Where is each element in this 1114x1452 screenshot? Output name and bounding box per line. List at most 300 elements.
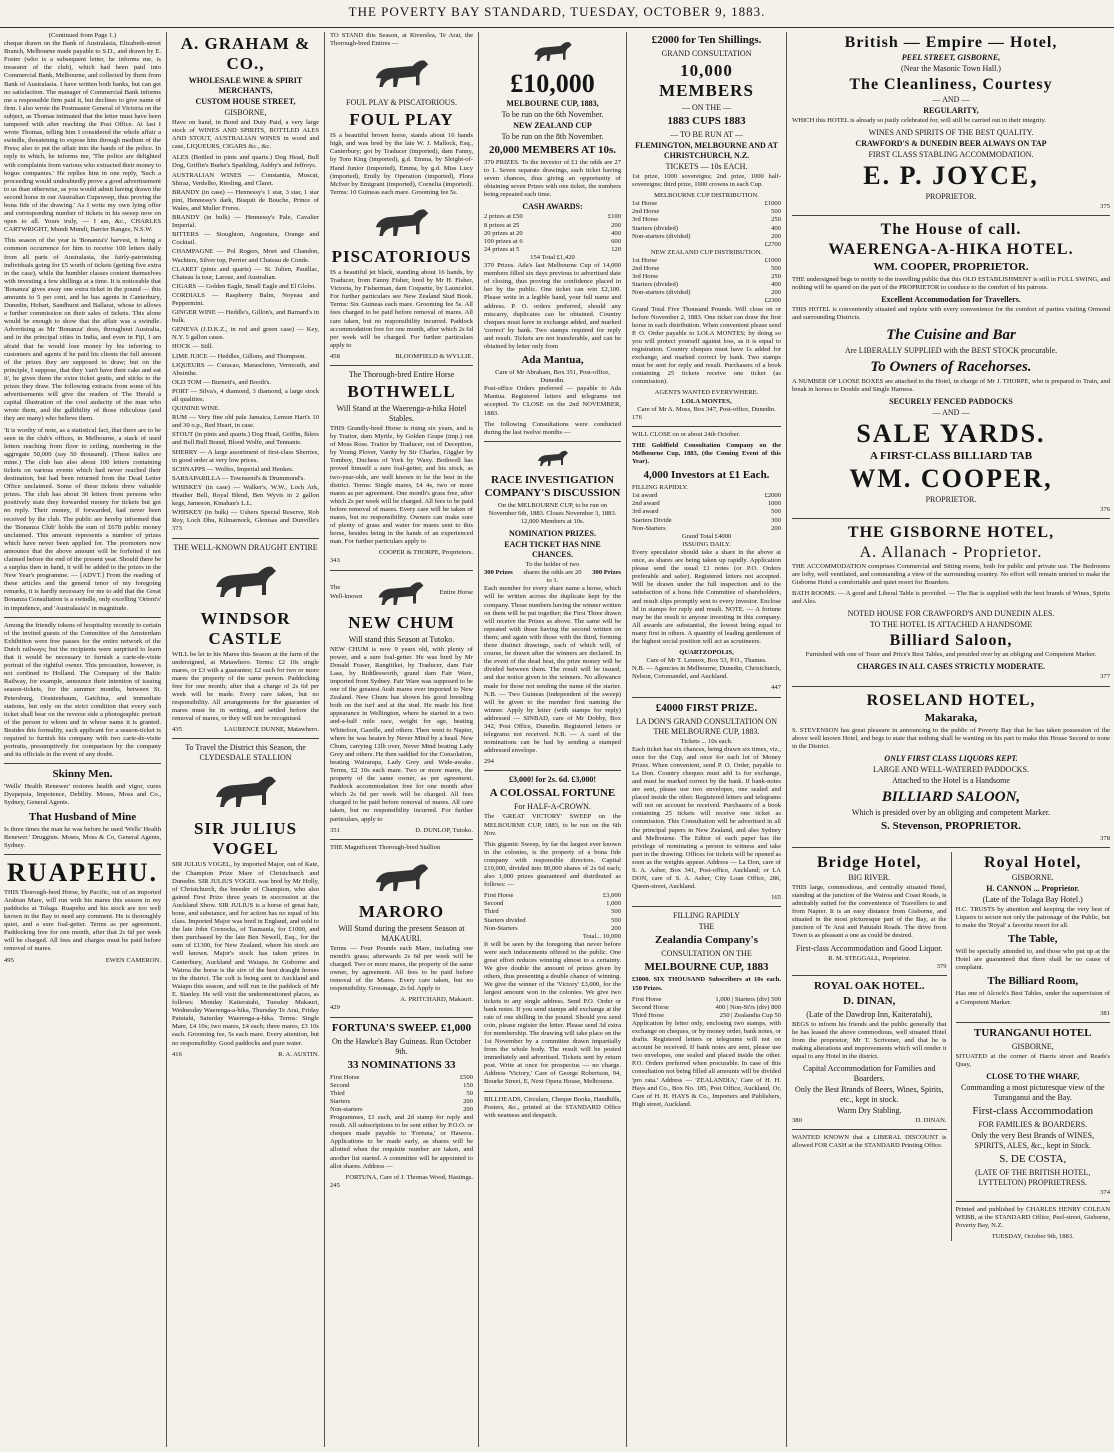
table-cell-label: 2nd Horse <box>632 208 660 216</box>
table-cell-label: Starters divided <box>484 916 526 924</box>
ad-text: THIS large, commodious, and centrally situated Hotel, standing at the junction of the Wairoa and Coast Roads, is admirably suited for the convenience of Travellers to and from Napier. It is an easy distance from Gisborne, and situated in the most picturesque part of the Bay, at the junction of Te Arai and Patutahi Roads. The drive from Town is as pleasant a one as could be desired. <box>792 883 947 940</box>
wine-list <box>172 154 319 533</box>
ad-subheading: FLEMINGTON, MELBOURNE AND AT CHRISTCHURCH, N.Z. <box>635 141 778 160</box>
table-cell-value: 200 <box>771 232 781 240</box>
ad-heading: The House of call. <box>880 221 1022 239</box>
table-row <box>632 257 781 265</box>
article-text: This season of the year is 'Bonanza's' harvest, it being a common occurrence for him to receive 100 letters daily from all parts of Australasia, the fairly-patronising individuals going for £5 worth of tickets (getting five extra in the case), while the humbler classes content themselves with investing a few shillings at a time. It is noticeable that 'Bonanza' gives away one extra ticket in the pound — this amounts to 5 per cent, and he has agents in Canterbury, Dunedin, Hobart, Sandhurst and Ballarat, whose to allows a further commission on their sales of tickets. This alone would be enough to show that the affair was a swindle. Advertising as Mr 'Bonanza' does, throughout Australia, and in the principal cities in India, and even in Fiji, I am afraid that he would lose money by his inferring to customers and agents if he paid his clients the full amount of the prizes they are supposed to draw; but on the principle, I suppose, that they 'can't have their cake and eat it', he gives them the extra ticket gratis, and sticks to the prizes they draw. The following extracts from some of his advertisements will give the readers of The Herald a capital illustration of the cool audacity of the man who wrote them, and the gullibility of those ridiculous (and they are many) who believe them. <box>4 237 161 423</box>
ad-heading: British — Empire — Hotel, <box>844 34 1058 51</box>
ad-heading: 10,000 MEMBERS <box>659 61 754 100</box>
ad-subheading: GISBORNE, <box>1011 1041 1054 1051</box>
table-cell-value: 500 <box>611 916 621 924</box>
ad-heading: The Table, <box>1007 933 1058 946</box>
table-cell-value: 400 <box>611 229 621 237</box>
ad-heading: A FIRST-CLASS BILLIARD TAB <box>869 449 1033 462</box>
ad-total: Grand Total £4000 <box>681 532 732 540</box>
ad-ref: 375 <box>1100 203 1110 211</box>
horse-illustration <box>518 36 588 66</box>
ad-subheading: PROPRIETOR. <box>925 494 977 504</box>
ad-text: IS a beautiful brown horse, stands about 16 hands high, and was bred by the late W. J. Mallock, Esq., Canterbury; got by Traducer (imported), dam Fanny, by Tom King (imported), g.d. Emma, by Sleight-of-Hand Junior (imported), Emma, by g.d. Miss Lucy (imported), Emily by Operation (imported), Flora McIver by Emigrant (imported), Cornelia (imported). Terms: 10 Guineas each mare. Grooming fee 5s. <box>330 132 473 196</box>
table-row <box>484 917 621 925</box>
ad-total: Total... 10,000 <box>582 932 621 940</box>
table-cell-value: 400 <box>771 281 781 289</box>
imprint-text: Printed and published by CHARLES HENRY COLEAN WEBB, at the STANDARD Office, Peel-street, Gisborne, Poverty Bay, N.Z. <box>955 1206 1110 1230</box>
ad-subheading: CONSULTATION ON THE <box>661 949 752 959</box>
ad-subheading: MELBOURNE CUP DISTRIBUTION. <box>654 192 759 200</box>
article-text: Among the friendly tokens of hospitality recently to certain of the invited guests of the Committee of the Amsterdam Exhibition were free passes for the entire network of the Dutch railways; but the recipients were surprised to learn that it would be necessary to furnish a carte-de-visite portrait of the rightful owner. This precaution, however, is not confined to Holland. The Company of the Baltic Railway, for example, announce their intention of issuing season-tickets, for the summer months, between St. Petersburg, Oranienbaum, Gatchina, and immediate stations, but only on the strict condition that every such ticket shall bear on the reverse side a photographic portrait of the person to whom and in whose name it is granted. Besides this formality, each applicant for a season-ticket is required to furnish his company with two carte-de-visite portraits, presumptively for comparison by the company and its officials in the event of any doubt. <box>4 621 161 759</box>
ad-heading: 20,000 MEMBERS AT 10s. <box>488 144 617 156</box>
column-divider <box>478 32 479 1447</box>
ad-text: BATH ROOMS. — A good and Liberal Table is provided. — The Bar is supplied with the best brands of Wines, Spirits and Ales. <box>792 590 1110 606</box>
ad-subheading: SECURELY FENCED PADDOCKS <box>889 396 1013 406</box>
ad-heading: FORTUNA'S SWEEP. £1,000 <box>331 1021 472 1034</box>
ad-subheading: (Late of the Tolaga Bay Hotel.) <box>982 894 1083 904</box>
table-cell-value: 500 <box>611 908 621 916</box>
column-divider <box>166 32 167 1447</box>
table-row <box>632 508 781 516</box>
ad-text: THE Magnificent Thorough-bred Stallion <box>330 843 441 851</box>
table-cell-label: 100 prizes at 6 <box>484 237 523 245</box>
ad-subheading: Will Stand at the Waerenga-a-hika Hotel Stables. <box>336 403 467 423</box>
list-item: STOUT (in pints and quarts.) Dog Head, Griffin, Ihlers and Bell Bull Brand, Blood Wolfe, and Tennants. <box>172 431 319 447</box>
ad-text: Programmes, £1 each, and 2d stamp for reply and result. All subscriptions to be sent either by P.O.O. or cheques made payable to 'Fortuna,' or Hawera. Applications to be made early, as shares will be allotted when the requisite number are taken, and another list started. A committee will be appointed to allot shares. Address — <box>330 1114 473 1170</box>
ad-signature: EWEN CAMERON. <box>105 956 161 964</box>
ad-ref: 245 <box>330 1181 340 1189</box>
list-item: PORT — Silva's, 4 diamond, 3 diamond, a large stock all qualities. <box>172 387 319 403</box>
table-row <box>484 213 621 221</box>
prize-table <box>632 200 781 240</box>
ad-text: S. STEVENSON has great pleasure in announcing to the public of Poverty Bay that he has taken possession of the above well known Hotel, and begs to state that nothing shall be wanting on his part to make this House Second to none in the District. <box>792 726 1110 750</box>
table-row <box>632 517 781 525</box>
table-cell-label: 1st award <box>632 492 658 500</box>
ad-subheading: NEW ZEALAND CUP <box>513 121 592 130</box>
ad-text: Each member for every share name a horse, which will be written across the duplicate kept by the company. Those numbers having the winner written on them will be put together; the First Three drawn will receive the Prizes as above. The same will be repeated with those having the second written on them; and again with those with the third, forming three distinct drawings, each of which will, of course, be drawn after the winners are declared. In the event of the dead heat, the prize money will be divided between them. The result will be issued, and due notice given to the winners. No allowance made for those not sending the name of the starter. N.B. — Two Guineas (independent of the sweep) will be given to the member first naming the winner. Apply by letter (with stamps for reply) addressed — SINBAD, care of Mr Dobby, Box 342, Post Office, Dunedin. Registered letters or telegrams not received. N.B. — A card of the nominations can be had by sending a stamped addressed envelope. <box>484 585 621 755</box>
table-row <box>632 273 781 281</box>
ad-subheading: NEW ZEALAND CUP DISTRIBUTION. <box>650 248 763 256</box>
ad-text: THE undersigned begs to notify to the travelling public that this OLD ESTABLISHMENT is still in FULL SWING, and nothing will be spared on the part of the PROPRIETOR to conduce to the comfort of his patrons. <box>792 276 1110 292</box>
table-cell-value: £1000 <box>764 200 781 208</box>
ad-subheading: GISBORNE. <box>1011 872 1054 882</box>
table-cell-label: 2 prizes at £50 <box>484 213 523 221</box>
prize-table <box>632 996 781 1020</box>
prize-table <box>484 892 621 932</box>
ad-ref: 429 <box>330 1004 340 1012</box>
ad-label: 300 Prizes <box>592 569 621 577</box>
ad-subheading: BIG RIVER. <box>848 872 891 882</box>
ad-ref: 376 <box>1100 505 1110 513</box>
ad-subheading: Capital Accommodation for Families and Boarders. <box>803 1064 936 1084</box>
ad-label: The <box>330 584 341 592</box>
horse-illustration <box>367 52 437 94</box>
ad-subheading: H. CANNON ... Proprietor. <box>986 883 1080 893</box>
ad-text: SITUATED at the corner of Harris street and Reads's Quay, <box>955 1052 1110 1068</box>
column-divider <box>324 32 325 1447</box>
ad-text: WILL be let to his Mares this Season at the farm of the undersigned, at Matawhero. Terms: £2 10s single mares, or £3 with a guarantee; £2 each for two or more mares the property of the same person. Paddocking free for one month; after that a charge of 2s 6d per week will be made. Every care taken, but no responsibility. All arrangements for the guarantee of mares must be in writing, and settled before the removal of mares, or they will not be recognised. <box>172 650 319 723</box>
ad-subheading: (LATE OF THE BRITISH HOTEL, LYTTELTON) PROPRIETRESS. <box>975 1167 1091 1187</box>
ad-text: THE ACCOMMODATION comprises Commercial and Sitting rooms, both for public and private use. The Bedrooms are lofty, well ventilated, and commanding a view of the surrounding country. No effort will remain untried to make the Gisborne Hotel a comfortable and quiet resort for Boarders. <box>792 562 1110 587</box>
table-row <box>632 525 781 533</box>
ad-signature: D. DUNLOP, Tutoko. <box>415 826 473 834</box>
column-divider <box>626 32 627 1447</box>
table-cell-label: Non-starters (divided) <box>632 289 691 297</box>
ad-ref: 495 <box>4 956 14 964</box>
ad-ref: 165 <box>771 894 781 902</box>
ad-text: £3000. SIX THOUSAND Subscribers at 10s each. 150 Prizes. <box>632 976 781 992</box>
ad-subheading: Will Stand during the present Season at MAKAURI. <box>338 923 465 943</box>
ad-text: Every speculator should take a share in the above at once, as shares are being taken up rapidly. Application please send the usual £1 notes (or P.O. Orders preferable and safer). Registered letters not accepted. Will be drawn under the full inspection and to the satisfaction of a bona fide Committee of shareholders, and result slips promptly sent to every investor. Enclose 3d in stamps for reply and result. NOTE. — A fortune may be the result to anyone investing in this company. All awards are substantial, the lowest being equal to many first in others. A quantity of leading gentlemen of the highest social position will act as scrutineers. <box>632 548 781 645</box>
table-cell-label: Third <box>484 908 499 916</box>
ad-text: Post-office Orders preferred — payable to Ada Mantua. Registered letters and telegrams not accepted. To CLOSE on the 2nd NOVEMBER, 1883. <box>484 385 621 417</box>
prize-table <box>632 257 781 297</box>
ad-subheading: Commanding a most picturesque view of the Turanganui and the Bay. <box>960 1082 1105 1102</box>
ad-ref: 435 <box>172 726 182 734</box>
table-row <box>484 925 621 933</box>
ad-signature: A. PRITCHARD, Makauri. <box>400 996 473 1004</box>
table-row <box>632 233 781 241</box>
ad-subheading: Tickets ... 10s each. <box>680 737 733 745</box>
bridge-hotel-ad <box>792 852 947 1242</box>
ad-subheading: The Thorough-bred Entire Horse <box>348 369 455 379</box>
column-4 <box>480 32 625 1447</box>
list-item: BRANDY (in case) — Hennessy's 1 star, 3 star, 1 star pint, Hennessy's dark, Bisquit de Bouche, Prince of Wales, and Muller Freres. <box>172 188 319 212</box>
ad-ref: 458 <box>330 352 340 360</box>
horse-illustration <box>528 446 578 470</box>
table-cell-label: Starters <box>330 1097 351 1105</box>
ad-subheading: ONLY FIRST CLASS LIQUORS KEPT. <box>884 753 1018 763</box>
ad-subheading: (Late of the Dawdrop Inn, Kaiteratahi), <box>806 1009 933 1019</box>
ad-ref: 381 <box>1100 1009 1110 1017</box>
ad-subheading: CASH AWARDS: <box>522 202 583 212</box>
table-cell-label: Starters (divided) <box>632 281 678 289</box>
table-cell-value: £500 <box>459 1073 473 1081</box>
ad-subheading: CUSTOM HOUSE STREET, <box>195 97 296 106</box>
ad-subheading: PROPRIETOR. <box>925 192 977 202</box>
ad-signature: D. DINAN. <box>915 1117 947 1125</box>
table-cell-value: 200 <box>463 1097 473 1105</box>
ad-subheading: EACH TICKET HAS NINE CHANCES. <box>504 540 601 560</box>
ad-ref: 176 <box>632 413 642 421</box>
table-cell-value: 150 <box>463 1081 473 1089</box>
ad-heading: WINDSOR CASTLE <box>200 608 291 648</box>
ad-heading: THE GISBORNE HOTEL, <box>847 523 1055 541</box>
table-cell-value: 500 <box>771 508 781 516</box>
column-5 <box>628 32 785 1447</box>
ad-text: THE Goldfield Consultation Company on the Melbourne Cup, 1883, (the Coming Event of this Year). <box>632 441 781 466</box>
ad-ref: 294 <box>484 758 494 766</box>
ad-subheading: To Travel the District this Season, the CLYDESDALE STALLION <box>185 743 306 763</box>
ad-subheading: TO THE HOTEL IS ATTACHED A HANDSOME <box>869 620 1033 630</box>
ad-heading: RACE INVESTIGATION COMPANY'S DISCUSSION <box>484 473 621 499</box>
ad-heading: That Husband of Mine <box>28 810 137 823</box>
table-cell-value: 250 | Zealandia Cup 50 <box>719 1011 781 1019</box>
ad-text: N.B. — Agencies in Melbourne, Dunedin, Christchurch, Nelson, Coromandel, and Auckland. <box>632 665 781 681</box>
list-item: CLARET (pints and quarts) — St. Julien, Pauillac, Chateau la tour, Larose, and Australian. <box>172 265 319 281</box>
ad-text: TO STAND this Season, at Riverslea, Te Arai, the Thorough-bred Entires — <box>330 32 473 48</box>
ad-total: 154 Total £1,420 <box>530 253 575 261</box>
ad-heading: Bridge Hotel, <box>816 853 922 871</box>
table-cell-label: 2nd Horse <box>632 265 660 273</box>
ad-subheading: PEEL STREET, GISBORNE, <box>901 53 1001 62</box>
ad-heading: The Cleanliness, Courtesy <box>849 76 1053 93</box>
table-row <box>632 1004 781 1012</box>
ad-heading: 4,000 Investors at £1 Each. <box>643 469 770 482</box>
list-item: GINGER WINE — Heddle's, Gillon's, and Barnard's in bulk. <box>172 309 319 325</box>
ad-heading: PISCATORIOUS <box>331 246 472 266</box>
table-cell-label: 3rd Horse <box>632 216 659 224</box>
table-cell-value: 1,000 <box>606 900 621 908</box>
ad-label: 300 Prizes <box>484 569 513 577</box>
ad-text: WILL CLOSE on or about 24th October. <box>632 430 740 438</box>
table-cell-label: Non-starters <box>330 1105 363 1113</box>
table-row <box>484 908 621 916</box>
ad-ref: 377 <box>1100 673 1110 681</box>
ad-text: THIS Thorough-bred Horse, by Pacific, out of an imported Arabian Mare, will run with his mares this season in my paddocks at Tolaga. Ruapehu and his stock are too well known in the Bay to need any comment. He is thoroughly quiet, and a sure foal-getter. Terms as per agreement. Paddocking free for one month, after that 2s 6d per week will be charged. All fees and charges must be paid before removal of mares. <box>4 888 161 953</box>
ad-subheading: — ON THE — <box>682 103 731 112</box>
list-item: LIME JUICE — Heddles, Gillons, and Thompson. <box>172 352 307 360</box>
ad-label: To the holder of two shares the odds are 20 to 1. <box>523 561 582 585</box>
ad-signature: FORTUNA, Care of J. Thomas Wood, Hastings. <box>345 1173 473 1181</box>
list-item: SCHNAPPS — Wolfes, Imperial and Henkes. <box>172 465 294 473</box>
ad-total: £2700 <box>764 240 781 248</box>
list-item: GENEVA (J.D.K.Z., in red and green case) — Key, N.Y. 5 gallon cases. <box>172 326 319 342</box>
table-cell-value: 600 <box>611 237 621 245</box>
table-row <box>330 1090 473 1098</box>
ad-heading: RUAPEHU. <box>6 857 159 887</box>
ad-heading: Zealandia Company's <box>655 934 758 947</box>
column-divider <box>786 32 787 1447</box>
list-item: BITTERS — Stoughton, Angostura, Orange and Cocktail. <box>172 231 319 247</box>
ad-text: SIR JULIUS VOGEL, by imported Major, out of Kate, the Champion Prize Mare of Christchurch and Dunedin. SIR JULIUS VOGEL was bred by Mr Holly, of Christchurch, the breeder of Champion, who also gained First Prize three years in succession at the Auckland Show. SIR JULIUS is a horse of great hair, bone, and substance, and for action has no equal of his class. Imported Major was bred in England, and sold to the late John Cornocks, of Tasmania, for £1000, and then purchased by the late Ben Newell, Esq., for the sum of £1300, for New Zealand, where his stock are well known. Major's stock has taken prizes in Canterbury, Auckland and Waiapu. In Gisborne and Wairoa the horse is the sire of the best draught horses in the district. The colt is being sent to Auckland and Waiapu this season, and will run in the paddock of Mr E. Stanley. He will visit the undermentioned places, as follows: Monday Kaiteratahi, Tuesday Makauri, Wednesday Waerenga-a-hika, Thursday Te Arai, Friday Patutahi, Saturday Waerenga-a-hika. Terms: Single Mare, £4 10s; two mares, £4 each; three mares, £3 10s each. Grooming fee, 5s each mare. Every attention, but no responsibility. Good paddocks and pure water. <box>172 861 319 1047</box>
prize-table <box>632 492 781 532</box>
table-cell-value: 1000 <box>767 500 781 508</box>
ad-text: Is three times the man he was before he used 'Wells' Health Renewer.' Druggists. Moses, Moss & Co, General Agents, Sydney. <box>4 825 161 849</box>
ad-signature: R. M. STEGGALL, Proprietor. <box>828 954 911 962</box>
table-cell-label: Third <box>330 1089 345 1097</box>
list-item: CORDIALS — Raspberry Balm, Noyeau and Peppermint. <box>172 291 319 307</box>
ad-subheading: LARGE AND WELL-WATERED PADDOCKS. <box>873 764 1029 774</box>
table-cell-label: First Horse <box>632 995 662 1003</box>
ad-subheading: FIRST CLASS STABLING ACCOMMODATION. <box>868 150 1034 160</box>
table-cell-label: Second Horse <box>632 1003 669 1011</box>
prize-table <box>330 1074 473 1114</box>
ad-subheading: To be run on the 6th November. <box>501 110 604 119</box>
table-row <box>632 200 781 208</box>
list-item: ALES (Bottled in pints and quarts.) Dog Head, Bull Dog, Griffin's Burke's Sparkling, Ashby's and Jeffreys. <box>172 154 319 170</box>
list-item: HOCK — Still. <box>172 343 214 351</box>
horse-illustration <box>367 856 437 898</box>
ad-text: 'Wells' Health Renewer' restores health and vigor, cures Dyspepsia, Impotence, Debility. Moses, Moss and Co., Sydney, General Agents. <box>4 783 161 807</box>
ad-heading: £2000 for Ten Shillings. <box>651 34 762 46</box>
table-cell-label: Non-Starters <box>484 924 518 932</box>
list-item: WHISKEY (in case) — Walker's, W.W., Loch Ark, Heather Bell, Royal Blend, Ben Wyvis in 2 gallon kegs, Jameson, Kinahan's L.L. <box>172 483 319 508</box>
list-item: SARSAPARILLA — Townsend's & Drummond's. <box>172 474 305 482</box>
ad-subheading: TICKETS — 10s EACH. <box>665 162 748 171</box>
ad-text: Have on hand, in Bond and Duty Paid, a very large stock of WINES AND SPIRITS, BOTTLED ALES AND STOUT, AUSTRALIAN WINES in wood and case, LIQUEURS, CIGARS &c., &c. <box>172 119 319 151</box>
table-cell-label: Third Horse <box>632 1011 665 1019</box>
table-row <box>484 246 621 254</box>
ad-subheading: CHARGES IN ALL CASES STRICTLY MODERATE. <box>856 662 1046 672</box>
column-6 <box>788 32 1114 1447</box>
ad-ref: 379 <box>936 962 947 970</box>
ad-signature: COOPER & THORPE, Proprietors. <box>378 549 473 557</box>
ad-address: Care of Mr A. Moss, Box 347, Post-office, Dunedin. <box>637 405 776 413</box>
column-3 <box>326 32 477 1447</box>
table-cell-value: 120 <box>611 245 621 253</box>
ad-text: IS a beautiful jet black, standing about 16 hands, by Traducer, from Fanny Fisher, bred by Mr H. Fisher, Victoria, by Fisherman, dam Coquette, by Launcelot. For further particulars see New Zealand Stud Book. Terms: Six Guineas each mare. Grooming fee 5s. All fees charged to be paid before removal of mares. All care taken, but no responsibility incurred. Paddock accommodation free for one month, after which 2s 6d per week will be charged. For further particulars apply to <box>330 268 473 349</box>
list-item: AUSTRALIAN WINES — Constantia, Muscat, Shiraz, Verdelho, Riesling, and Claret. <box>172 171 319 187</box>
list-item: OLD TOM — Burnett's, and Booth's. <box>172 378 272 386</box>
ad-ref: 447 <box>771 684 781 692</box>
table-cell-label: Non-starters (divided) <box>632 232 691 240</box>
ad-text: It will be seen by the foregoing that never before were such inducements offered to the public. One great effort reduces winning almost to a certainty. We give double the amount of prizes given by others, thus presenting a double chance of winning. We give the winner of the 'Victory' £3,000, for the largest amount won in the colonies. We give two tickets to any single address. Send P.O. Order or bank notes. If you send stamps add exchange at the rate of one shilling in the pound. Should you send coin, please register the letter. Please send 3d extra for membership. The drawing will take place on the 1st November by a committee drawn impartially from the whole body. The result will be posted immediately and advertised. Tickets sent by return post. Write at once for prospectus — no charge. Address 'Victory,' Care of George Robertson, 94, Bourke Street, E, Next Opera House, Melbourne. <box>484 940 621 1086</box>
ad-total: £2300 <box>764 297 781 305</box>
ad-text: A NUMBER OF LOOSE BOXES are attached to the Hotel, in charge of Mr J. THORPE, who is prepared to Train, and break in horses to Double and Single Harness. <box>792 377 1110 393</box>
ad-heading: 33 NOMINATIONS 33 <box>347 1058 456 1071</box>
table-cell-value: 400 | Non-St'rs (div) 800 <box>715 1003 781 1011</box>
ad-subheading: — AND — <box>932 95 970 104</box>
table-cell-label: Starters (divided) <box>632 224 678 232</box>
ad-subheading: — TO BE RUN AT — <box>670 130 743 139</box>
ad-heading: £4000 FIRST PRIZE. <box>655 701 758 714</box>
ad-subheading: FOUL PLAY & PISCATORIOUS. <box>346 98 457 108</box>
ad-subheading: £3,000! for 2s. 6d. £3,000! <box>509 775 596 785</box>
horse-illustration <box>371 575 431 611</box>
ad-subheading: GRAND CONSULTATION <box>661 49 752 58</box>
table-row <box>632 281 781 289</box>
ad-subheading: NOTED HOUSE FOR CRAWFORD'S AND DUNEDIN ALES. <box>847 609 1055 619</box>
ad-text: Application by letter only, enclosing two stamps, with exchange on cheques, or by money order, bank notes, or drafts. Registered letters or telegrams will not on account be received. If bank notes are sent, please use two envelopes, one sealed and placed inside the other. P.O. Orders preferred when procurable. In case of this consultation not being filled all amounts will be divided 'pro rata.' Address — 'ZEALANDIA,' Care of H. H. Hays and Co., Box No. 185, Post Office, Auckland, Or, Care of H. H. HAYS & Co., Importers and Publishers, High street, Auckland. <box>632 1019 781 1108</box>
ad-subheading: For HALF-A-CROWN. <box>514 802 591 812</box>
ad-subheading: WHOLESALE WINE & SPIRIT MERCHANTS, <box>188 76 303 95</box>
horse-illustration <box>367 201 437 243</box>
ad-heading: WAERENGA-A-HIKA HOTEL. <box>828 241 1074 259</box>
royal-hotel-ad <box>956 852 1111 1242</box>
article-text: 'It is worthy of note, as a statistical fact, that there are to be seen in the club's offices, in Melbourne, a stack of used letters reaching from floor to ceiling, numbering in the aggregate 50,000 (say 50 thousand). (These italics are mine.) The club has also about 100 letters containing tickets on various events which had never reached their destination, but had been returned from the Dead Letter Office unclaimed. Some of these tickets drew valuable prizes. The club has about 30 letters from persons who positively state they forwarded money for tickets but got no reply. Their money, if forwarded, had never been received by the club. The public are hereby informed that the 'Bonanza Club' holds the sum of £678 public money unclaimed. This amount represents a number of prizes which have never been applied for. The promoters now announce that the above amount will be forfeited if not claimed before the end of the present year. Should there be a surplus then in hand, it will be added to the prizes in the New Year's programme. — [ADVT.] From the reading of these articles and the general tenor of my foregoing remarks, it is hardly necessary for me to add that the Great Bonanza Consultation is a swindle, only excelling 'Orient's' in impudence, and 'Australasia's' in magnitude. <box>4 426 161 612</box>
table-row <box>632 208 781 216</box>
table-row <box>632 265 781 273</box>
table-cell-value: 1,000 | Starters (div) 500 <box>715 995 781 1003</box>
table-row <box>632 996 781 1004</box>
ad-subheading: THE <box>698 922 715 932</box>
ad-address: Care of Mr T. Lennox, Box 53, P.O., Thames. <box>646 657 767 665</box>
ad-text: Will be specially attended to, and those who put up at the Hotel are guaranteed that there shall be no cause of complaint. <box>955 948 1110 972</box>
horse-illustration <box>206 767 286 815</box>
ad-subheading: FILLING RAPIDLY. <box>632 484 688 492</box>
ad-signature: LAURENCE DUNNE, Matawhero. <box>224 726 319 734</box>
ad-text: WANTED KNOWN that a LIBERAL DISCOUNT is allowed FOR CASH at the STANDARD Printing Office. <box>792 1134 947 1150</box>
table-cell-value: 250 <box>771 216 781 224</box>
table-cell-value: 200 <box>771 289 781 297</box>
masthead: THE POVERTY BAY STANDARD, TUESDAY, OCTOBER 9, 1883. <box>348 4 766 19</box>
table-cell-value: 300 <box>771 516 781 524</box>
table-row <box>330 1106 473 1114</box>
ad-signature: QUARTZOPOLIS, <box>679 649 734 657</box>
table-row <box>484 900 621 908</box>
ad-subheading: (Near the Masonic Town Hall.) <box>901 64 1001 73</box>
table-cell-label: 2nd award <box>632 500 660 508</box>
ad-subheading: ISSUING DAILY. <box>682 540 731 548</box>
table-row <box>330 1098 473 1106</box>
column-2 <box>168 32 323 1447</box>
ad-signature: R. A. AUSTIN. <box>278 1050 319 1058</box>
imprint-date: TUESDAY, October 9th, 1883. <box>991 1233 1074 1241</box>
ad-label: Entire Horse <box>439 588 473 596</box>
ad-heading: WM. COOPER, PROPRIETOR. <box>873 261 1029 274</box>
ad-heading: 1883 CUPS 1883 <box>667 115 746 127</box>
list-item: WHISKEY (in bulk) — Ushers Special Reserve, Rob Roy, Loch Dhu, Kilmarnock, Glenisas and Dunville's 373 <box>172 509 319 533</box>
table-cell-label: 3rd Horse <box>632 273 659 281</box>
ad-address: Care of Mr Abraham, Box 351, Post-office, Dunedin. <box>495 369 610 385</box>
ad-subheading: On the Hawke's Bay Guineas. Run October 9th. <box>332 1036 471 1056</box>
list-item: BRANDY (in bulk) — Hennessy's Pale, Cavalier Imperial. <box>172 214 319 230</box>
ad-subheading: Attached to the Hotel is a Handsome <box>892 775 1010 785</box>
table-cell-value: 200 <box>771 524 781 532</box>
table-row <box>632 216 781 224</box>
ad-heading: Ada Mantua, <box>521 354 584 367</box>
ad-heading: A. Allanach - Proprietor. <box>859 543 1043 561</box>
ad-heading: MELBOURNE CUP, 1883 <box>644 961 769 974</box>
prize-table <box>484 213 621 253</box>
table-row <box>330 1082 473 1090</box>
list-item: RUM — Very fine old pale Jamaica, Lemon Hart's 10 and 30 o.p., Red Heart, in case. <box>172 414 319 430</box>
ad-heading: FOUL PLAY <box>349 110 454 130</box>
ad-heading: BOTHWELL <box>347 381 456 401</box>
ad-subheading: To be run on the 8th November. <box>501 132 604 141</box>
table-cell-label: First Horse <box>484 892 514 900</box>
ad-heading: TURANGANUI HOTEL <box>973 1026 1092 1039</box>
table-cell-value: 200 <box>463 1105 473 1113</box>
table-cell-value: 200 <box>611 221 621 229</box>
ad-ref: 343 <box>330 557 340 565</box>
table-cell-value: 400 <box>771 224 781 232</box>
table-cell-label: First Horse <box>330 1073 360 1081</box>
ad-subheading: CLOSE TO THE WHARF, <box>986 1071 1080 1081</box>
table-cell-value: £3,000 <box>602 892 621 900</box>
ad-subheading: Which is presided over by an obliging and competent Marker. <box>851 807 1051 817</box>
table-row <box>632 1012 781 1020</box>
table-row <box>484 222 621 230</box>
ad-subheading: Excellent Accommodation for Travellers. <box>881 295 1021 305</box>
ad-heading: D. DINAN, <box>843 994 896 1007</box>
list-item: CIGARS — Golden Eagle, Small Eagle and El Globo. <box>172 282 316 290</box>
ad-ref: 351 <box>330 826 340 834</box>
ad-heading: SIR JULIUS VOGEL <box>193 819 298 859</box>
table-row <box>484 892 621 900</box>
ad-text: Grand Total Five Thousand Pounds. Will close on or before November 2, 1883. One ticket can draw the first horse in each distribution. When convenient please send P. O. Order payable to LOLA MONTES; by doing so you will protect yourself against loss, as it is equal to registration. Country cheques must have 1s added for exchange, and marked correct by bank. Two stamps must be sent for reply and result. Purchasers of a book containing 25 tickets receive one ticket (as commission). <box>632 305 781 386</box>
ad-subheading: Only the Best Brands of Beers, Wines, Spirits, etc., kept in stock. <box>795 1085 944 1105</box>
table-cell-label: Second <box>484 900 504 908</box>
ad-heading: The Billiard Room, <box>987 975 1079 988</box>
ad-text: BEGS to inform his friends and the public generally that he has leased the above commodious, well situated Hotel from the proprietor, Mr T. Scrivener, and that he is making alterations and improvements which will render it equal to any Hotel in the district. <box>792 1020 947 1061</box>
ad-heading: To Owners of Racehorses. <box>870 358 1032 375</box>
ad-subheading: NOMINATION PRIZES. <box>509 529 596 539</box>
ad-text: Terms — Four Pounds each Mare, including one month's grass; afterwards 2s 6d per week will be charged. Two or more mares, the property of the same owner, by agreement. All fees to be paid before removal of the Mares. Every care taken, but no responsibility. Groomage, 2s 6d. Apply to <box>330 944 473 993</box>
ad-signature: BLOOMFIELD & WYLLIE. <box>395 352 473 360</box>
ad-subheading: MELBOURNE CUP, 1883, <box>506 99 599 108</box>
table-cell-label: 1st Horse <box>632 256 658 264</box>
ad-signature: LOLA MONTES, <box>681 397 732 405</box>
ad-text: Each ticket has six chances, being drawn six times, viz., once for the Cup, and once for each lot of Money Prizes. When convenient, send P. O. Order, payable to La Don. Country cheques must add 1s for exchange, and must be marked correct by the bank. If bank-notes are sent, please use two envelopes, one sealed and placed inside the other. Registered letters and telegrams will not on account be received. Purchasers of a book containing 25 tickets will receive one ticket as commission. This Consultation will be advertised in all the principal papers in New Zealand, and also Sydney and Melbourne. The Editor of each paper has the privilege of nominating a person to witness and take part in the drawing. Offices for tickets will be opened as soon as the weights appear. Address — La Don, care of S. A. Asher, Box 341, Post-office, Auckland; or LA DON, care of S. A. Asher, City Loan Office, 286, Queen-street, Auckland. <box>632 745 781 891</box>
table-cell-value: 500 <box>771 208 781 216</box>
table-cell-label: 24 prizes at 5 <box>484 245 520 253</box>
ad-heading: A COLOSSAL FORTUNE <box>489 787 616 800</box>
ad-text: This gigantic Sweep, by far the largest ever known in the colonies, is the property of a bona fide company with responsible directors. Capital £10,000, divided into 80,000 shares of 2s 6d each; also 1,000 prizes guaranteed and distributed as follows: — <box>484 840 621 889</box>
ad-ref: 374 <box>1100 1188 1110 1196</box>
list-item: SHERRY — A large assortment of first-class Sherries, in good order at very low prices. <box>172 448 319 464</box>
table-row <box>632 500 781 508</box>
ad-heading: NEW CHUM <box>348 612 455 632</box>
ad-text: NEW CHUM is now 9 years old, with plenty of power, and a sure foal-getter. He was bred by Mr Donald Fraser, Rangitikei, by Traducer, dam Fair Lass, by Riddlesworth, grand dam Fair Ware, imported from Sydney. Fair Ware was supposed to be one of the greatest Arab mares ever imported to New Zealand. New Chum has shown his good breeding both on the turf and at the stud. He made his first appearance in Wellington, where he started in a two and-a-half mile race, weight for age, beating Whitefoot, Gazelle, and others. Then went to Napier, where he was beaten by Never Mind by a head. New Chum, carrying 12lb over, Never Mind beating Lady Grey and others. He then saddled for the Consolation, beating Wairarapa, Lady Grey and Wide-awake. Terms, £2 10s each mare. Two or more mares, the property of the same owner, as per agreement. Paddock accommodation free for one month after which 2s 6d per week will be charged. All fees charged to be paid before removal of mares. All care taken, but no responsibility incurred. For further particulars, apply to <box>330 645 473 823</box>
